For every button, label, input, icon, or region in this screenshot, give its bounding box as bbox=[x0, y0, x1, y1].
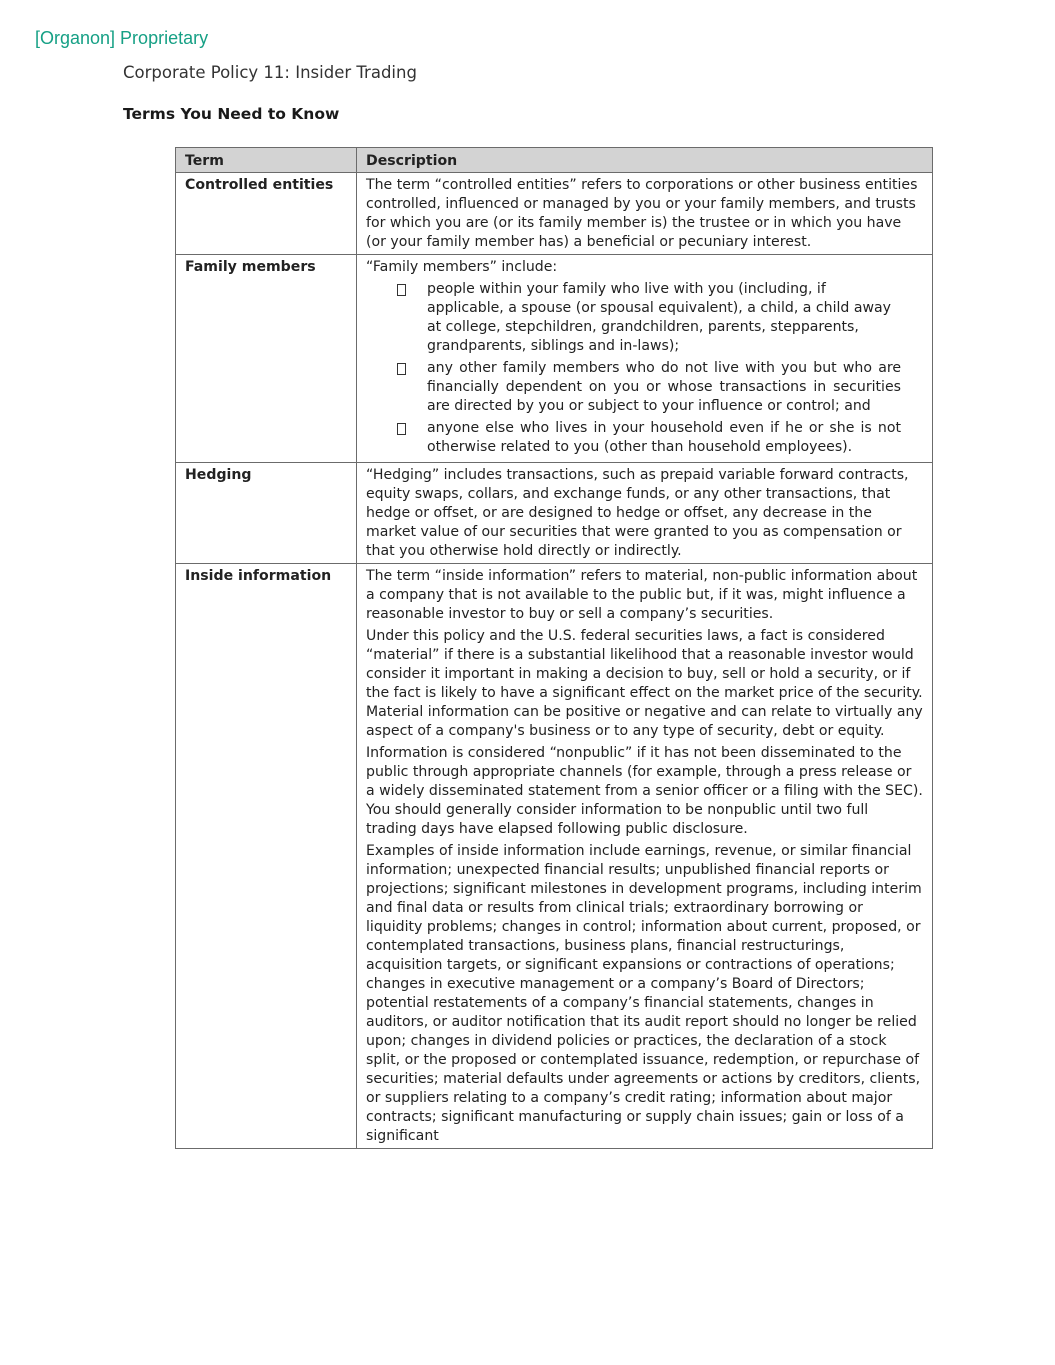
paragraph: Information is considered “nonpublic” if it has not been disseminated to the public through appropriate channels (for example, through a press release or a widely disseminated statement from a senior officer or a filing with the SEC). You should generally consider information to be nonpublic until two full trading days have elapsed following public disclosure. bbox=[366, 745, 923, 837]
table-header-row bbox=[176, 148, 933, 173]
family-members-list bbox=[366, 280, 923, 457]
family-members-intro: “Family members” include: bbox=[366, 259, 558, 275]
description-cell: “Hedging” includes transactions, such as prepaid variable forward contracts, equity swaps, collars, and exchange funds, or any other transactions, that hedge or offset, or are designed to hedge or offset, any decrease in the market value of our securities that were granted to you as compensation or that you otherwise hold directly or indirectly. bbox=[357, 463, 933, 564]
description-cell: The term “controlled entities” refers to corporations or other business entities controlled, influenced or managed by you or your family members, and trusts for which you are (or its family member is) the trustee or in which you have (or your family member has) a beneficial or pecuniary interest. bbox=[357, 173, 933, 255]
term-cell: Inside information bbox=[176, 564, 357, 1149]
description-cell bbox=[357, 255, 933, 463]
column-header-description: Description bbox=[357, 148, 933, 173]
bullet-box-icon bbox=[397, 423, 406, 435]
paragraph: Under this policy and the U.S. federal securities laws, a fact is considered “material” if there is a substantial likelihood that a reasonable investor would consider it important in making a decision to buy, sell or hold a security, or if the fact is likely to have a significant effect on the market price of the security. Material information can be positive or negative and can relate to virtually any aspect of a company's business or to any type of security, debt or equity. bbox=[366, 628, 923, 739]
list-item-text: people within your family who live with you (including, if applicable, a spouse (or spousal equivalent), a child, a child away at college, stepchildren, grandchildren, parents, stepparents, grandparents, siblings and in-laws); bbox=[427, 281, 891, 354]
list-item bbox=[366, 280, 923, 356]
table-row bbox=[176, 463, 933, 564]
list-item-text: any other family members who do not live with you but who are financially dependent on you or whose transactions in securities are directed by you or subject to your influence or control; and bbox=[427, 360, 901, 414]
terms-table bbox=[175, 147, 933, 1149]
list-item bbox=[366, 359, 923, 416]
document-header: Corporate Policy 11: Insider Trading bbox=[123, 63, 417, 82]
list-item-text: anyone else who lives in your household even if he or she is not otherwise related to you (other than household employees). bbox=[427, 420, 901, 455]
term-cell: Family members bbox=[176, 255, 357, 463]
bullet-box-icon bbox=[397, 363, 406, 375]
bullet-box-icon bbox=[397, 284, 406, 296]
list-item bbox=[366, 419, 923, 457]
proprietary-label: [Organon] Proprietary bbox=[35, 28, 209, 48]
table-row bbox=[176, 173, 933, 255]
term-cell: Controlled entities bbox=[176, 173, 357, 255]
term-cell: Hedging bbox=[176, 463, 357, 564]
description-cell bbox=[357, 564, 933, 1149]
table-row bbox=[176, 255, 933, 463]
section-title: Terms You Need to Know bbox=[123, 105, 340, 123]
paragraph: The term “inside information” refers to material, non-public information about a company that is not available to the public but, if it was, might influence a reasonable investor to buy or sell a company’s securities. bbox=[366, 568, 918, 622]
column-header-term: Term bbox=[176, 148, 357, 173]
paragraph: Examples of inside information include earnings, revenue, or similar financial information; unexpected financial results; unpublished financial reports or projections; significant milestones in development programs, including interim and final data or results from clinical trials; extraordinary borrowing or liquidity problems; changes in control; information about current, proposed, or contemplated transactions, business plans, financial restructurings, acquisition targets, or significant expansions or contractions of operations; changes in executive management or a company’s Board of Directors; potential restatements of a company’s financial statements, changes in auditors, or auditor notification that its audit report should no longer be relied upon; changes in dividend policies or practices, the declaration of a stock split, or the proposed or contemplated issuance, redemption, or repurchase of securities; material defaults under agreements or actions by creditors, clients, or suppliers relating to a company’s credit rating; information about major contracts; significant manufacturing or supply chain issues; gain or loss of a significant bbox=[366, 843, 922, 1144]
table-row bbox=[176, 564, 933, 1149]
